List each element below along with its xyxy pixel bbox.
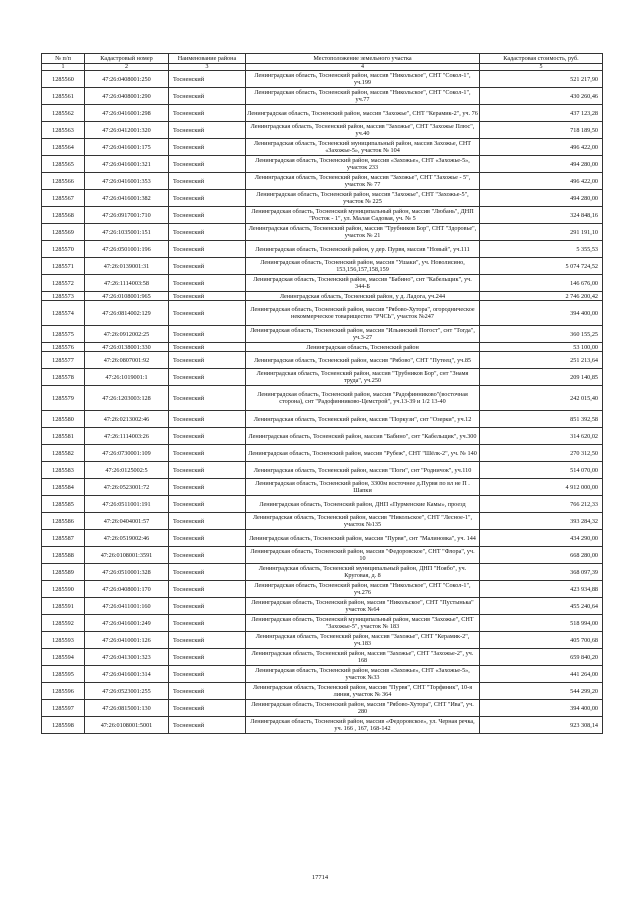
cadastral-number: 47:26:0408001:250 <box>85 71 169 88</box>
district-name: Тосненский <box>169 190 246 207</box>
location-text: Ленинградская область, Тосненский район, массив "Захожье", СНТ "Захожье - 5", участок № 77 <box>246 173 480 190</box>
table-row <box>42 649 603 666</box>
row-number: 1285560 <box>42 71 85 88</box>
table-row <box>42 352 603 369</box>
district-name: Тосненский <box>169 700 246 717</box>
cadastral-number: 47:26:0412001:320 <box>85 122 169 139</box>
district-name: Тосненский <box>169 352 246 369</box>
cadastral-number: 47:26:0138001:330 <box>85 343 169 352</box>
cadastral-value: 394 400,00 <box>480 301 603 326</box>
row-number: 1285586 <box>42 513 85 530</box>
location-text: Ленинградская область, Тосненский район, массив "Захожье", СНТ "Керамик-2", уч. 76 <box>246 105 480 122</box>
location-text: Ленинградская область, Тосненский район, массив "Трубников Бор", СНТ "Здоровье", участок № 21 <box>246 224 480 241</box>
table-row <box>42 717 603 734</box>
cadastral-value: 494 280,00 <box>480 156 603 173</box>
cadastral-number: 47:26:0410001:126 <box>85 632 169 649</box>
table-row <box>42 369 603 386</box>
district-name: Тосненский <box>169 564 246 581</box>
cadastral-number: 47:26:0213002:46 <box>85 411 169 428</box>
table-row <box>42 479 603 496</box>
location-text: Ленинградская область, Тосненский район, массив "Пурвя", СНТ "Торфяник", 10-я линия, участок № 364 <box>246 683 480 700</box>
row-number: 1285578 <box>42 369 85 386</box>
cadastral-value: 521 217,90 <box>480 71 603 88</box>
cadastral-value: 496 422,00 <box>480 173 603 190</box>
district-name: Тосненский <box>169 649 246 666</box>
cadastral-value: 251 213,64 <box>480 352 603 369</box>
row-number: 1285579 <box>42 386 85 411</box>
district-name: Тосненский <box>169 530 246 547</box>
cadastral-value-table <box>41 53 603 734</box>
row-number: 1285592 <box>42 615 85 632</box>
location-text: Ленинградская область, Тосненский муниципальный район, ДНП "Ноябо", уч. Круговая, д. 8 <box>246 564 480 581</box>
district-name: Тосненский <box>169 292 246 301</box>
header-cell-value: Кадастровая стоимость, руб. <box>480 54 603 64</box>
district-name: Тосненский <box>169 513 246 530</box>
cadastral-value: 496 422,00 <box>480 139 603 156</box>
district-name: Тосненский <box>169 258 246 275</box>
table-row <box>42 88 603 105</box>
table-row <box>42 224 603 241</box>
header-cell-number: № п/п <box>42 54 85 64</box>
cadastral-number: 47:26:0416001:249 <box>85 615 169 632</box>
table-row <box>42 139 603 156</box>
cadastral-value: 544 299,20 <box>480 683 603 700</box>
column-number-row <box>42 64 603 71</box>
table-row <box>42 190 603 207</box>
location-text: Ленинградская область, Тосненский район, массив "Никольское", СНТ "Сокол-1", уч.77 <box>246 88 480 105</box>
cadastral-value: 2 746 200,42 <box>480 292 603 301</box>
district-name: Тосненский <box>169 343 246 352</box>
table-row <box>42 564 603 581</box>
table-header-row <box>42 54 603 64</box>
table-row <box>42 462 603 479</box>
table-row <box>42 241 603 258</box>
column-number: 3 <box>169 64 246 71</box>
location-text: Ленинградская область, Тосненский район, массив "Бабино", снт "Кабельщик", уч. 344-Б <box>246 275 480 292</box>
district-name: Тосненский <box>169 224 246 241</box>
row-number: 1285566 <box>42 173 85 190</box>
location-text: Ленинградская область, Тосненский район, массив "Рябово-Хутора", СНТ "Ива", уч. 280 <box>246 700 480 717</box>
row-number: 1285584 <box>42 479 85 496</box>
table-row <box>42 122 603 139</box>
cadastral-value: 423 934,88 <box>480 581 603 598</box>
cadastral-value: 270 312,50 <box>480 445 603 462</box>
table-row <box>42 71 603 88</box>
table-row <box>42 700 603 717</box>
cadastral-value: 324 848,16 <box>480 207 603 224</box>
cadastral-value: 851 392,58 <box>480 411 603 428</box>
row-number: 1285569 <box>42 224 85 241</box>
cadastral-value: 494 280,00 <box>480 190 603 207</box>
cadastral-value: 4 912 000,00 <box>480 479 603 496</box>
location-text: Ленинградская область, Тосненский район, массив «Захожье», СНТ «Захожье-5», участок №33 <box>246 666 480 683</box>
district-name: Тосненский <box>169 139 246 156</box>
location-text: Ленинградская область, Тосненский район, массив "Рябово", СНТ "Путеец", уч.85 <box>246 352 480 369</box>
table-row <box>42 156 603 173</box>
cadastral-value: 393 284,32 <box>480 513 603 530</box>
header-cell-district: Наименование района <box>169 54 246 64</box>
row-number: 1285597 <box>42 700 85 717</box>
column-number: 4 <box>246 64 480 71</box>
row-number: 1285572 <box>42 275 85 292</box>
location-text: Ленинградская область, Тосненский район, у дер. Пурвя, массив "Новый", уч.111 <box>246 241 480 258</box>
row-number: 1285588 <box>42 547 85 564</box>
cadastral-value: 5 355,53 <box>480 241 603 258</box>
location-text: Ленинградская область, Тосненский район, ДНП «Пурменские Камы», проезд <box>246 496 480 513</box>
table-body <box>42 71 603 734</box>
row-number: 1285596 <box>42 683 85 700</box>
cadastral-number: 47:26:0108001:965 <box>85 292 169 301</box>
cadastral-table-sheet <box>41 53 602 734</box>
location-text: Ленинградская область, Тосненский район, массив "Поркузи", снт "Озерки", уч.12 <box>246 411 480 428</box>
table-row <box>42 292 603 301</box>
table-row <box>42 530 603 547</box>
location-text: Ленинградская область, Тосненский район, массив "Рябово-Хутора", огородническое некоммерческое товарищество "РЧСЬ", участок №247 <box>246 301 480 326</box>
location-text: Ленинградская область, Тосненский район, массив "Никольское", СНТ "Сокол-1", уч.199 <box>246 71 480 88</box>
cadastral-value: 146 676,00 <box>480 275 603 292</box>
row-number: 1285582 <box>42 445 85 462</box>
location-text: Ленинградская область, Тосненский район, массив "Рубеж", СНТ "Шёлк-2", уч. № 140 <box>246 445 480 462</box>
row-number: 1285581 <box>42 428 85 445</box>
district-name: Тосненский <box>169 411 246 428</box>
location-text: Ленинградская область, Тосненский район, массив "Никольское", СНТ "Пустынька" участок №64 <box>246 598 480 615</box>
cadastral-number: 47:26:1203003:128 <box>85 386 169 411</box>
cadastral-number: 47:26:0510001:328 <box>85 564 169 581</box>
location-text: Ленинградская область, Тосненский район, 3300м восточнее д.Пурвя по вл не П . Шапки <box>246 479 480 496</box>
district-name: Тосненский <box>169 547 246 564</box>
cadastral-number: 47:26:0416001:175 <box>85 139 169 156</box>
cadastral-value: 405 700,68 <box>480 632 603 649</box>
row-number: 1285575 <box>42 326 85 343</box>
location-text: Ленинградская область, Тосненский муниципальный район, массив Захожье, СНТ «Захожье-5», участок № 104 <box>246 139 480 156</box>
cadastral-number: 47:26:0815001:130 <box>85 700 169 717</box>
district-name: Тосненский <box>169 369 246 386</box>
cadastral-number: 47:26:0814002:129 <box>85 301 169 326</box>
location-text: Ленинградская область, Тосненский муниципальный район, массив "Любань", ДНП "Росток - 1", ул. Малая Садовая, уч. № 5 <box>246 207 480 224</box>
header-cell-cadastral: Кадастровый номер <box>85 54 169 64</box>
table-row <box>42 173 603 190</box>
cadastral-value: 668 280,00 <box>480 547 603 564</box>
location-text: Ленинградская область, Тосненский район, массив "Трубников Бор", снт "Знамя труда", уч.250 <box>246 369 480 386</box>
table-row <box>42 547 603 564</box>
cadastral-number: 47:26:1114003:26 <box>85 428 169 445</box>
district-name: Тосненский <box>169 598 246 615</box>
location-text: Ленинградская область, Тосненский муниципальный район, массив "Захожье", СНТ "Захожье-5", участок № 183 <box>246 615 480 632</box>
cadastral-number: 47:26:0519002:46 <box>85 530 169 547</box>
location-text: Ленинградская область, Тосненский район, массив "Никольское", СНТ "Сокол-1", уч.276 <box>246 581 480 598</box>
row-number: 1285576 <box>42 343 85 352</box>
row-number: 1285562 <box>42 105 85 122</box>
cadastral-number: 47:26:0416001:353 <box>85 173 169 190</box>
cadastral-value: 455 240,64 <box>480 598 603 615</box>
location-text: Ленинградская область, Тосненский район, массив "Пурвя", снт "Малиновка", уч. 144 <box>246 530 480 547</box>
cadastral-value: 291 191,10 <box>480 224 603 241</box>
cadastral-value: 368 097,39 <box>480 564 603 581</box>
table-row <box>42 683 603 700</box>
location-text: Ленинградская область, Тосненский район, массив «Федоровское», ул. Черная речка, уч. 166 , 167, 168-142 <box>246 717 480 734</box>
cadastral-value: 360 155,25 <box>480 326 603 343</box>
cadastral-value: 394 400,00 <box>480 700 603 717</box>
district-name: Тосненский <box>169 326 246 343</box>
row-number: 1285571 <box>42 258 85 275</box>
location-text: Ленинградская область, Тосненский район, у д. Ладога, уч.244 <box>246 292 480 301</box>
row-number: 1285589 <box>42 564 85 581</box>
row-number: 1285593 <box>42 632 85 649</box>
cadastral-value: 923 308,14 <box>480 717 603 734</box>
table-row <box>42 632 603 649</box>
district-name: Тосненский <box>169 428 246 445</box>
table-row <box>42 411 603 428</box>
district-name: Тосненский <box>169 717 246 734</box>
row-number: 1285594 <box>42 649 85 666</box>
table-row <box>42 301 603 326</box>
cadastral-number: 47:26:0912002:25 <box>85 326 169 343</box>
cadastral-number: 47:26:0411001:160 <box>85 598 169 615</box>
cadastral-number: 47:26:0108001:3591 <box>85 547 169 564</box>
row-number: 1285580 <box>42 411 85 428</box>
district-name: Тосненский <box>169 683 246 700</box>
table-row <box>42 445 603 462</box>
cadastral-value: 514 070,00 <box>480 462 603 479</box>
table-row <box>42 496 603 513</box>
row-number: 1285598 <box>42 717 85 734</box>
row-number: 1285568 <box>42 207 85 224</box>
row-number: 1285595 <box>42 666 85 683</box>
location-text: Ленинградская область, Тосненский район, массив "Захожье", СНТ "Захожье Плюс", уч.40 <box>246 122 480 139</box>
cadastral-number: 47:26:0416001:314 <box>85 666 169 683</box>
cadastral-value: 5 074 724,52 <box>480 258 603 275</box>
cadastral-number: 47:26:0408001:290 <box>85 88 169 105</box>
district-name: Тосненский <box>169 173 246 190</box>
table-row <box>42 105 603 122</box>
location-text: Ленинградская область, Тосненский район, массив «Захожье», СНТ «Захожье-5», участок 233 <box>246 156 480 173</box>
district-name: Тосненский <box>169 301 246 326</box>
cadastral-number: 47:26:0125002:5 <box>85 462 169 479</box>
cadastral-value: 53 100,00 <box>480 343 603 352</box>
location-text: Ленинградская область, Тосненский район <box>246 343 480 352</box>
district-name: Тосненский <box>169 496 246 513</box>
district-name: Тосненский <box>169 156 246 173</box>
table-row <box>42 615 603 632</box>
row-number: 1285563 <box>42 122 85 139</box>
row-number: 1285565 <box>42 156 85 173</box>
cadastral-number: 47:26:0416001:321 <box>85 156 169 173</box>
cadastral-value: 430 260,46 <box>480 88 603 105</box>
location-text: Ленинградская область, Тосненский район, массив "Радофинниково"(восточная сторона), снт "Радофинниково-Цемстрой", уч.13-39 и 1/2 13-40 <box>246 386 480 411</box>
cadastral-number: 47:26:0413001:323 <box>85 649 169 666</box>
table-row <box>42 666 603 683</box>
cadastral-value: 209 140,85 <box>480 369 603 386</box>
district-name: Тосненский <box>169 386 246 411</box>
row-number: 1285561 <box>42 88 85 105</box>
row-number: 1285590 <box>42 581 85 598</box>
cadastral-number: 47:26:0807001:92 <box>85 352 169 369</box>
cadastral-value: 242 015,40 <box>480 386 603 411</box>
district-name: Тосненский <box>169 445 246 462</box>
cadastral-number: 47:26:0523001:255 <box>85 683 169 700</box>
district-name: Тосненский <box>169 581 246 598</box>
table-row <box>42 386 603 411</box>
table-row <box>42 598 603 615</box>
district-name: Тосненский <box>169 105 246 122</box>
cadastral-number: 47:26:0730001:109 <box>85 445 169 462</box>
table-row <box>42 343 603 352</box>
location-text: Ленинградская область, Тосненский район, массив "Захожье", СНТ "Захожье-2", уч. 168 <box>246 649 480 666</box>
column-number: 5 <box>480 64 603 71</box>
row-number: 1285570 <box>42 241 85 258</box>
district-name: Тосненский <box>169 615 246 632</box>
cadastral-number: 47:26:1114003:58 <box>85 275 169 292</box>
location-text: Ленинградская область, Тосненский район, массив "Захожье", СНТ "Захожье-5", участок № 225 <box>246 190 480 207</box>
cadastral-number: 47:26:0416001:382 <box>85 190 169 207</box>
cadastral-value: 718 189,50 <box>480 122 603 139</box>
cadastral-value: 437 123,28 <box>480 105 603 122</box>
cadastral-number: 47:26:0408001:170 <box>85 581 169 598</box>
district-name: Тосненский <box>169 88 246 105</box>
cadastral-number: 47:26:0501001:196 <box>85 241 169 258</box>
cadastral-number: 47:26:0416001:298 <box>85 105 169 122</box>
table-row <box>42 513 603 530</box>
table-row <box>42 326 603 343</box>
cadastral-number: 47:26:0139001:31 <box>85 258 169 275</box>
table-row <box>42 581 603 598</box>
cadastral-value: 659 840,20 <box>480 649 603 666</box>
row-number: 1285577 <box>42 352 85 369</box>
cadastral-number: 47:26:1019001:1 <box>85 369 169 386</box>
table-row <box>42 258 603 275</box>
district-name: Тосненский <box>169 122 246 139</box>
location-text: Ленинградская область, Тосненский район, массив "Бабино", снт "Кабельщик", уч.300 <box>246 428 480 445</box>
district-name: Тосненский <box>169 71 246 88</box>
cadastral-value: 314 620,02 <box>480 428 603 445</box>
district-name: Тосненский <box>169 632 246 649</box>
column-number: 2 <box>85 64 169 71</box>
location-text: Ленинградская область, Тосненский район, массив "Федоровское", СНТ "Флора", уч. 10 <box>246 547 480 564</box>
column-number: 1 <box>42 64 85 71</box>
district-name: Тосненский <box>169 241 246 258</box>
cadastral-number: 47:26:0917001:710 <box>85 207 169 224</box>
location-text: Ленинградская область, Тосненский район, массив "Захожье", СНТ "Керамик-2", уч.183 <box>246 632 480 649</box>
cadastral-value: 518 994,00 <box>480 615 603 632</box>
location-text: Ленинградская область, Тосненский район, массив "Ушаки", уч. Новолисино, 153,156,157,158,159 <box>246 258 480 275</box>
cadastral-value: 441 264,00 <box>480 666 603 683</box>
location-text: Ленинградская область, Тосненский район, массив "Никольское", СНТ "Лесное-1", участок №135 <box>246 513 480 530</box>
row-number: 1285585 <box>42 496 85 513</box>
table-row <box>42 275 603 292</box>
page-number: 17714 <box>311 874 329 881</box>
row-number: 1285583 <box>42 462 85 479</box>
table-row <box>42 428 603 445</box>
row-number: 1285574 <box>42 301 85 326</box>
header-cell-location: Местоположение земельного участка <box>246 54 480 64</box>
cadastral-number: 47:26:0523001:72 <box>85 479 169 496</box>
table-row <box>42 207 603 224</box>
cadastral-number: 47:26:0404001:57 <box>85 513 169 530</box>
cadastral-value: 766 212,33 <box>480 496 603 513</box>
district-name: Тосненский <box>169 479 246 496</box>
district-name: Тосненский <box>169 462 246 479</box>
location-text: Ленинградская область, Тосненский район, массив "Поги", снт "Родничок", уч.110 <box>246 462 480 479</box>
district-name: Тосненский <box>169 666 246 683</box>
row-number: 1285567 <box>42 190 85 207</box>
row-number: 1285591 <box>42 598 85 615</box>
cadastral-value: 434 290,00 <box>480 530 603 547</box>
cadastral-number: 47:26:1035001:151 <box>85 224 169 241</box>
cadastral-number: 47:26:0108001:5001 <box>85 717 169 734</box>
row-number: 1285587 <box>42 530 85 547</box>
location-text: Ленинградская область, Тосненский район, массив "Ильинский Погост", снт "Тогда", уч.3-27 <box>246 326 480 343</box>
cadastral-number: 47:26:0511001:191 <box>85 496 169 513</box>
row-number: 1285573 <box>42 292 85 301</box>
district-name: Тосненский <box>169 207 246 224</box>
district-name: Тосненский <box>169 275 246 292</box>
row-number: 1285564 <box>42 139 85 156</box>
